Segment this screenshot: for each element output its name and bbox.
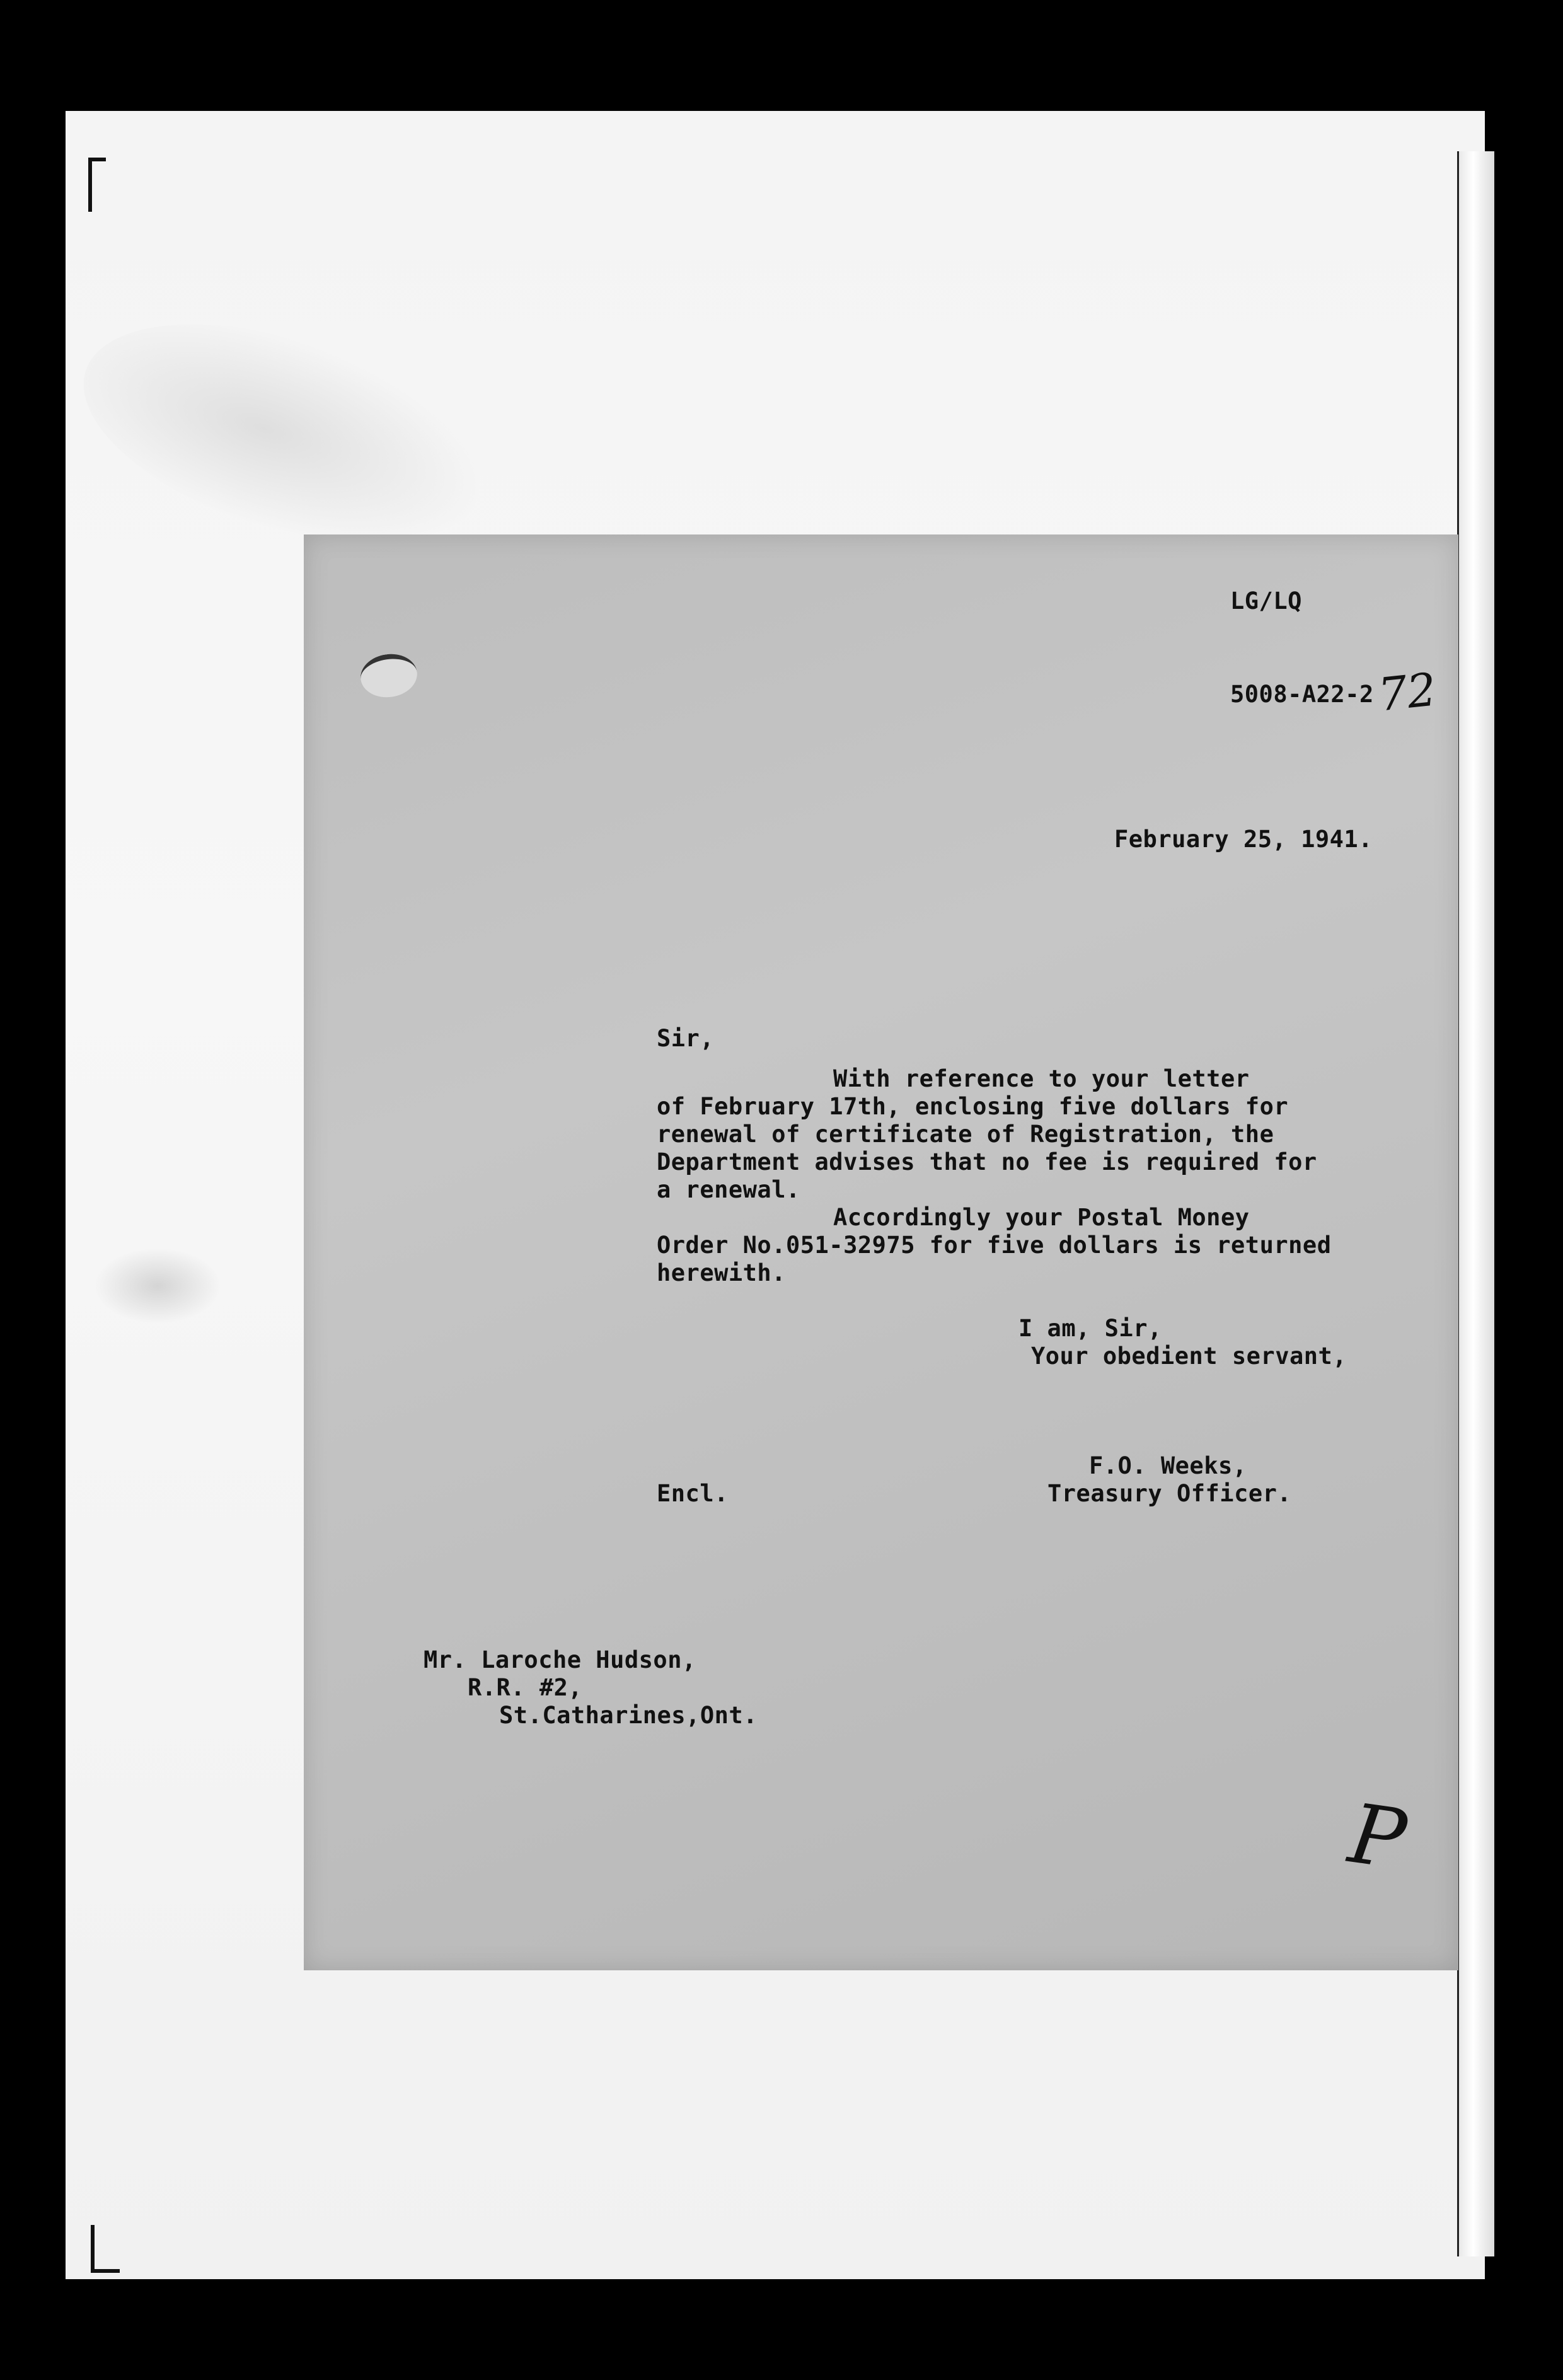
- paragraph-line: of February 17th, enclosing five dollars for: [657, 1093, 1289, 1120]
- signatory-title: Treasury Officer.: [1047, 1480, 1292, 1507]
- letter-date: February 25, 1941.: [1114, 826, 1373, 853]
- recipient-route: R.R. #2,: [468, 1674, 583, 1701]
- paragraph-line: renewal of certificate of Registration, the: [657, 1121, 1274, 1148]
- crop-mark-top-left: [88, 158, 106, 212]
- paragraph-line: herewith.: [657, 1259, 786, 1286]
- recipient-name: Mr. Laroche Hudson,: [424, 1646, 696, 1673]
- film-smudge: [95, 1248, 221, 1324]
- handwritten-annotation: 72: [1375, 662, 1439, 722]
- paragraph-line: With reference to your letter: [833, 1065, 1250, 1092]
- letter-page: [304, 534, 1458, 1970]
- file-code: LG/LQ: [1230, 587, 1302, 615]
- margin-mark: P: [1343, 1785, 1412, 1888]
- paragraph-line: Accordingly your Postal Money: [833, 1204, 1250, 1231]
- reference-number: 5008-A22-2: [1230, 681, 1374, 708]
- crop-mark-bottom-left: [91, 2225, 120, 2273]
- paragraph-line: Department advises that no fee is required for: [657, 1148, 1317, 1176]
- enclosure-note: Encl.: [657, 1480, 729, 1507]
- paragraph-line: a renewal.: [657, 1176, 800, 1203]
- punch-hole: [358, 650, 420, 701]
- signatory-name: F.O. Weeks,: [1089, 1452, 1247, 1479]
- closing-line: Your obedient servant,: [1031, 1343, 1347, 1370]
- film-edge-strip: [1457, 151, 1494, 2256]
- closing-line: I am, Sir,: [1018, 1315, 1162, 1342]
- paragraph-line: Order No.051-32975 for five dollars is returned: [657, 1232, 1332, 1259]
- recipient-city: St.Catharines,Ont.: [499, 1702, 758, 1729]
- salutation: Sir,: [657, 1025, 715, 1052]
